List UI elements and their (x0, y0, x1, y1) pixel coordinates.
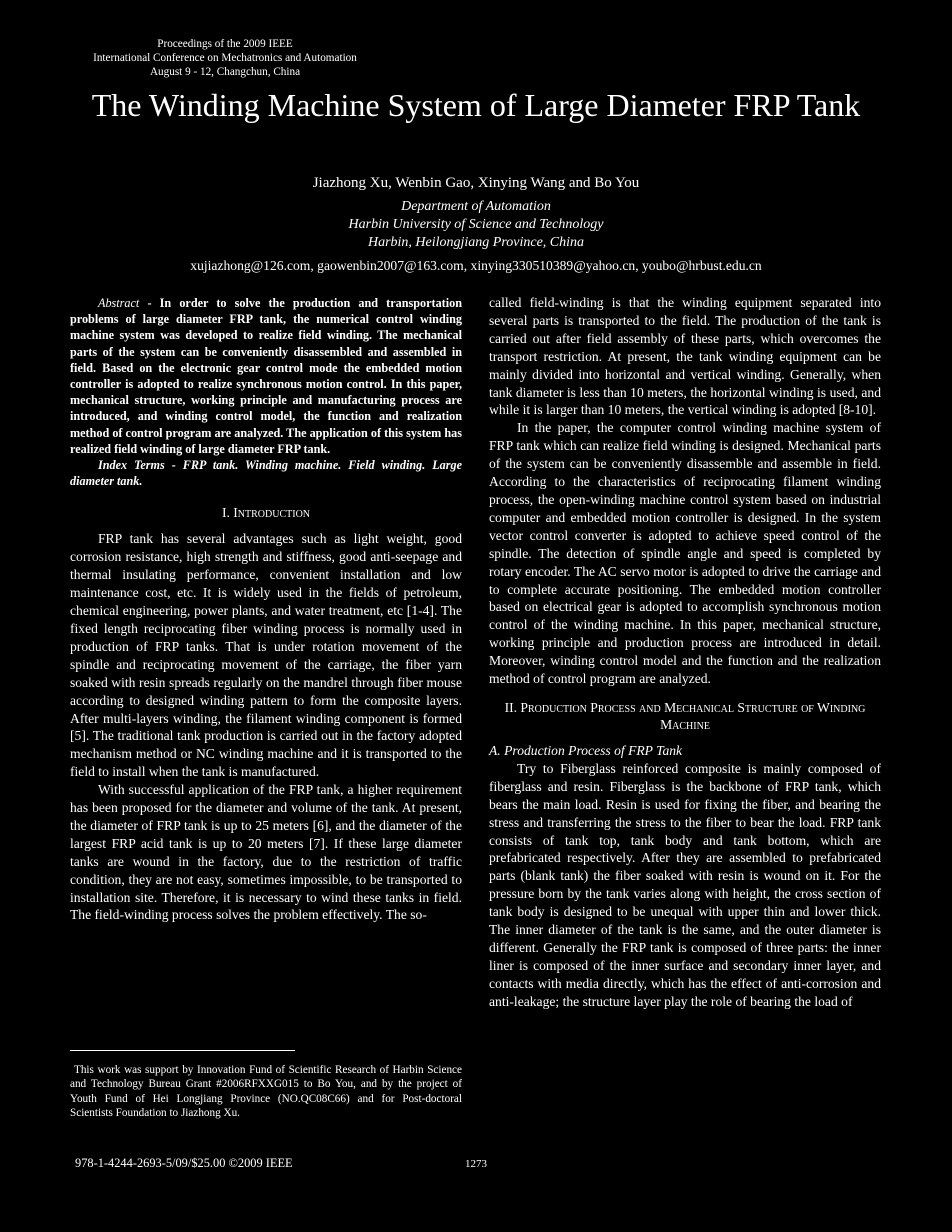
affiliation-line: Department of Automation (401, 199, 551, 214)
author-emails: xujiazhong@126.com, gaowenbin2007@163.com, xinying330510389@yahoo.cn, youbo@hrbust.edu.cn (190, 258, 762, 273)
affiliation-line: Harbin University of Science and Technology (348, 217, 604, 232)
paragraph: FRP tank has several advantages such as light weight, good corrosion resistance, high strength and stiffness, good anti-seepage and thermal insulating performance, convenient installation and low maintenance cost, etc. It is widely used in the fields of petroleum, chemical engineering, power plants, and water treatment, etc [1-4]. The fixed length reciprocating fiber winding process is normally used in production of FRP tanks. That is under rotation movement of the spindle and reciprocating movement of the carriage, the fiber yarn soaked with resin spreads regularly on the mandrel through fiber mouse according to designed winding pattern to form the composite layers. After multi-layers winding, the filament winding component is formed [5]. The traditional tank production is carried out in the factory adopted mechanism method or NC winding machine and it is transported to the field to install when the tank is manufactured. (70, 531, 462, 780)
author-list: Jiazhong Xu, Wenbin Gao, Xinying Wang and Bo You (312, 175, 640, 191)
paragraph: In the paper, the computer control winding machine system of FRP tank which can realize field winding is designed. Mechanical parts of the system can be conveniently disassemble and assemble in field. According to the characteristics of reciprocating filament winding process, the open-winding machine control system based on industrial computer and embedded motion controller is designed. In the system vector control converter is adopted to achieve speed control of the spindle. The detection of spindle angle and speed is completed by rotary encoder. The AC servo motor is adopted to drive the carriage and to complete accurate positioning. The embedded motion controller based on electrical gear is adopted to accomplish synchronous motion control of the winding machine. In this paper, mechanical structure, working principle and production process are introduced in detail. Moreover, winding control model and the function and the realization method of control program are analyzed. (489, 420, 881, 687)
proceedings-line: Proceedings of the 2009 IEEE (157, 38, 293, 50)
left-column (70, 295, 462, 924)
affiliation-line: Harbin, Heilongjiang Province, China (367, 235, 585, 250)
proceedings-line: International Conference on Mechatronics and Automation (93, 52, 357, 64)
paper-title: The Winding Machine System of Large Diameter FRP Tank (91, 87, 861, 123)
paragraph: Try to Fiberglass reinforced composite is mainly composed of fiberglass and resin. Fiberglass is the backbone of FRP tank, which bears the main load. Resin is used for fixing the fiber, and bearing the stress and transferring the stress to the fiber to bear the load. FRP tank consists of tank top, tank body and tank bottom, which are prefabricated respectively. After they are assembled to prefabricated parts (blank tank) the fiber soaked with resin is wound on it. For the pressure born by the tank varies along with height, the cross section of tank body is designed to be unequal with upper thin and lower thick. The inner diameter of the tank is the same, and the outer diameter is different. Generally the FRP tank is composed of three parts: the inner liner is composed of the inner surface and secondary inner layer, and contacts with media directly, which has the effect of anti-corrosion and anti-leakage; the structure layer play the role of bearing the load of (489, 760, 881, 1009)
page-number: 1273 (465, 1158, 487, 1170)
footnote (70, 1063, 462, 1120)
proceedings-header (40, 37, 410, 79)
abstract-text: - In order to solve the production and transportation problems of large diameter FRP tank, the numerical control winding machine system was developed to realize field winding. The mechanical parts of the system can be conveniently disassembled and assembled in field. Based on the electronic gear control mode the embedded motion controller is adopted to realize synchronous motion control. In this paper, mechanical structure, working principle and manufacturing process are introduced, and winding control model, the function and realization method of control program are analyzed. The application of this system has realized field winding of large diameter FRP tank. (70, 296, 462, 456)
abstract (70, 295, 462, 457)
proceedings-line: August 9 - 12, Changchun, China (149, 66, 301, 78)
footnote-text: This work was support by Innovation Fund of Scientific Research of Harbin Science and Technology Bureau Grant #2006RFXXG015 to Bo You, and by the project of Youth Fund of Hei Longjiang Province (NO.QC08C66) and for Post-doctoral Scientists Foundation to Jiazhong Xu. (70, 1064, 462, 1119)
affiliation (60, 198, 892, 252)
isbn-copyright: 978-1-4244-2693-5/09/$25.00 ©2009 IEEE (75, 1156, 293, 1170)
section-heading-introduction: I. Introduction (221, 505, 311, 521)
paragraph: With successful application of the FRP tank, a higher requirement has been proposed for the diameter and volume of the tank. At present, the diameter of FRP tank is up to 25 meters [6], and the diameter of the largest FRP acid tank is up to 20 meters [7]. If these large diameter tanks are wound in the factory, due to the restriction of traffic condition, they are not easy, sometimes impossible, to be transported to installation site. Therefore, it is necessary to wind these tanks in field. The field-winding process solves the problem effectively. The so- (70, 782, 462, 923)
section-heading-production: II. Production Process and Mechanical Structure of Winding Machine (504, 699, 866, 732)
abstract-label: Abstract (98, 296, 140, 310)
footnote-divider (70, 1050, 295, 1051)
paragraph: called field-winding is that the winding equipment separated into several parts is transported to the field. The production of the tank is carried out after field assembly of these parts, which overcomes the transport restriction. At present, the tank winding equipment can be mainly divided into horizontal and vertical winding. Generally, when tank diameter is less than 10 meters, the horizontal winding is used, and while it is larger than 10 meters, the vertical winding is adopted [8-10]. (489, 295, 881, 418)
subsection-heading: A. Production Process of FRP Tank (489, 742, 683, 758)
right-column (489, 294, 881, 1011)
index-terms: Index Terms - FRP tank. Winding machine. Field winding. Large diameter tank. (70, 458, 462, 489)
